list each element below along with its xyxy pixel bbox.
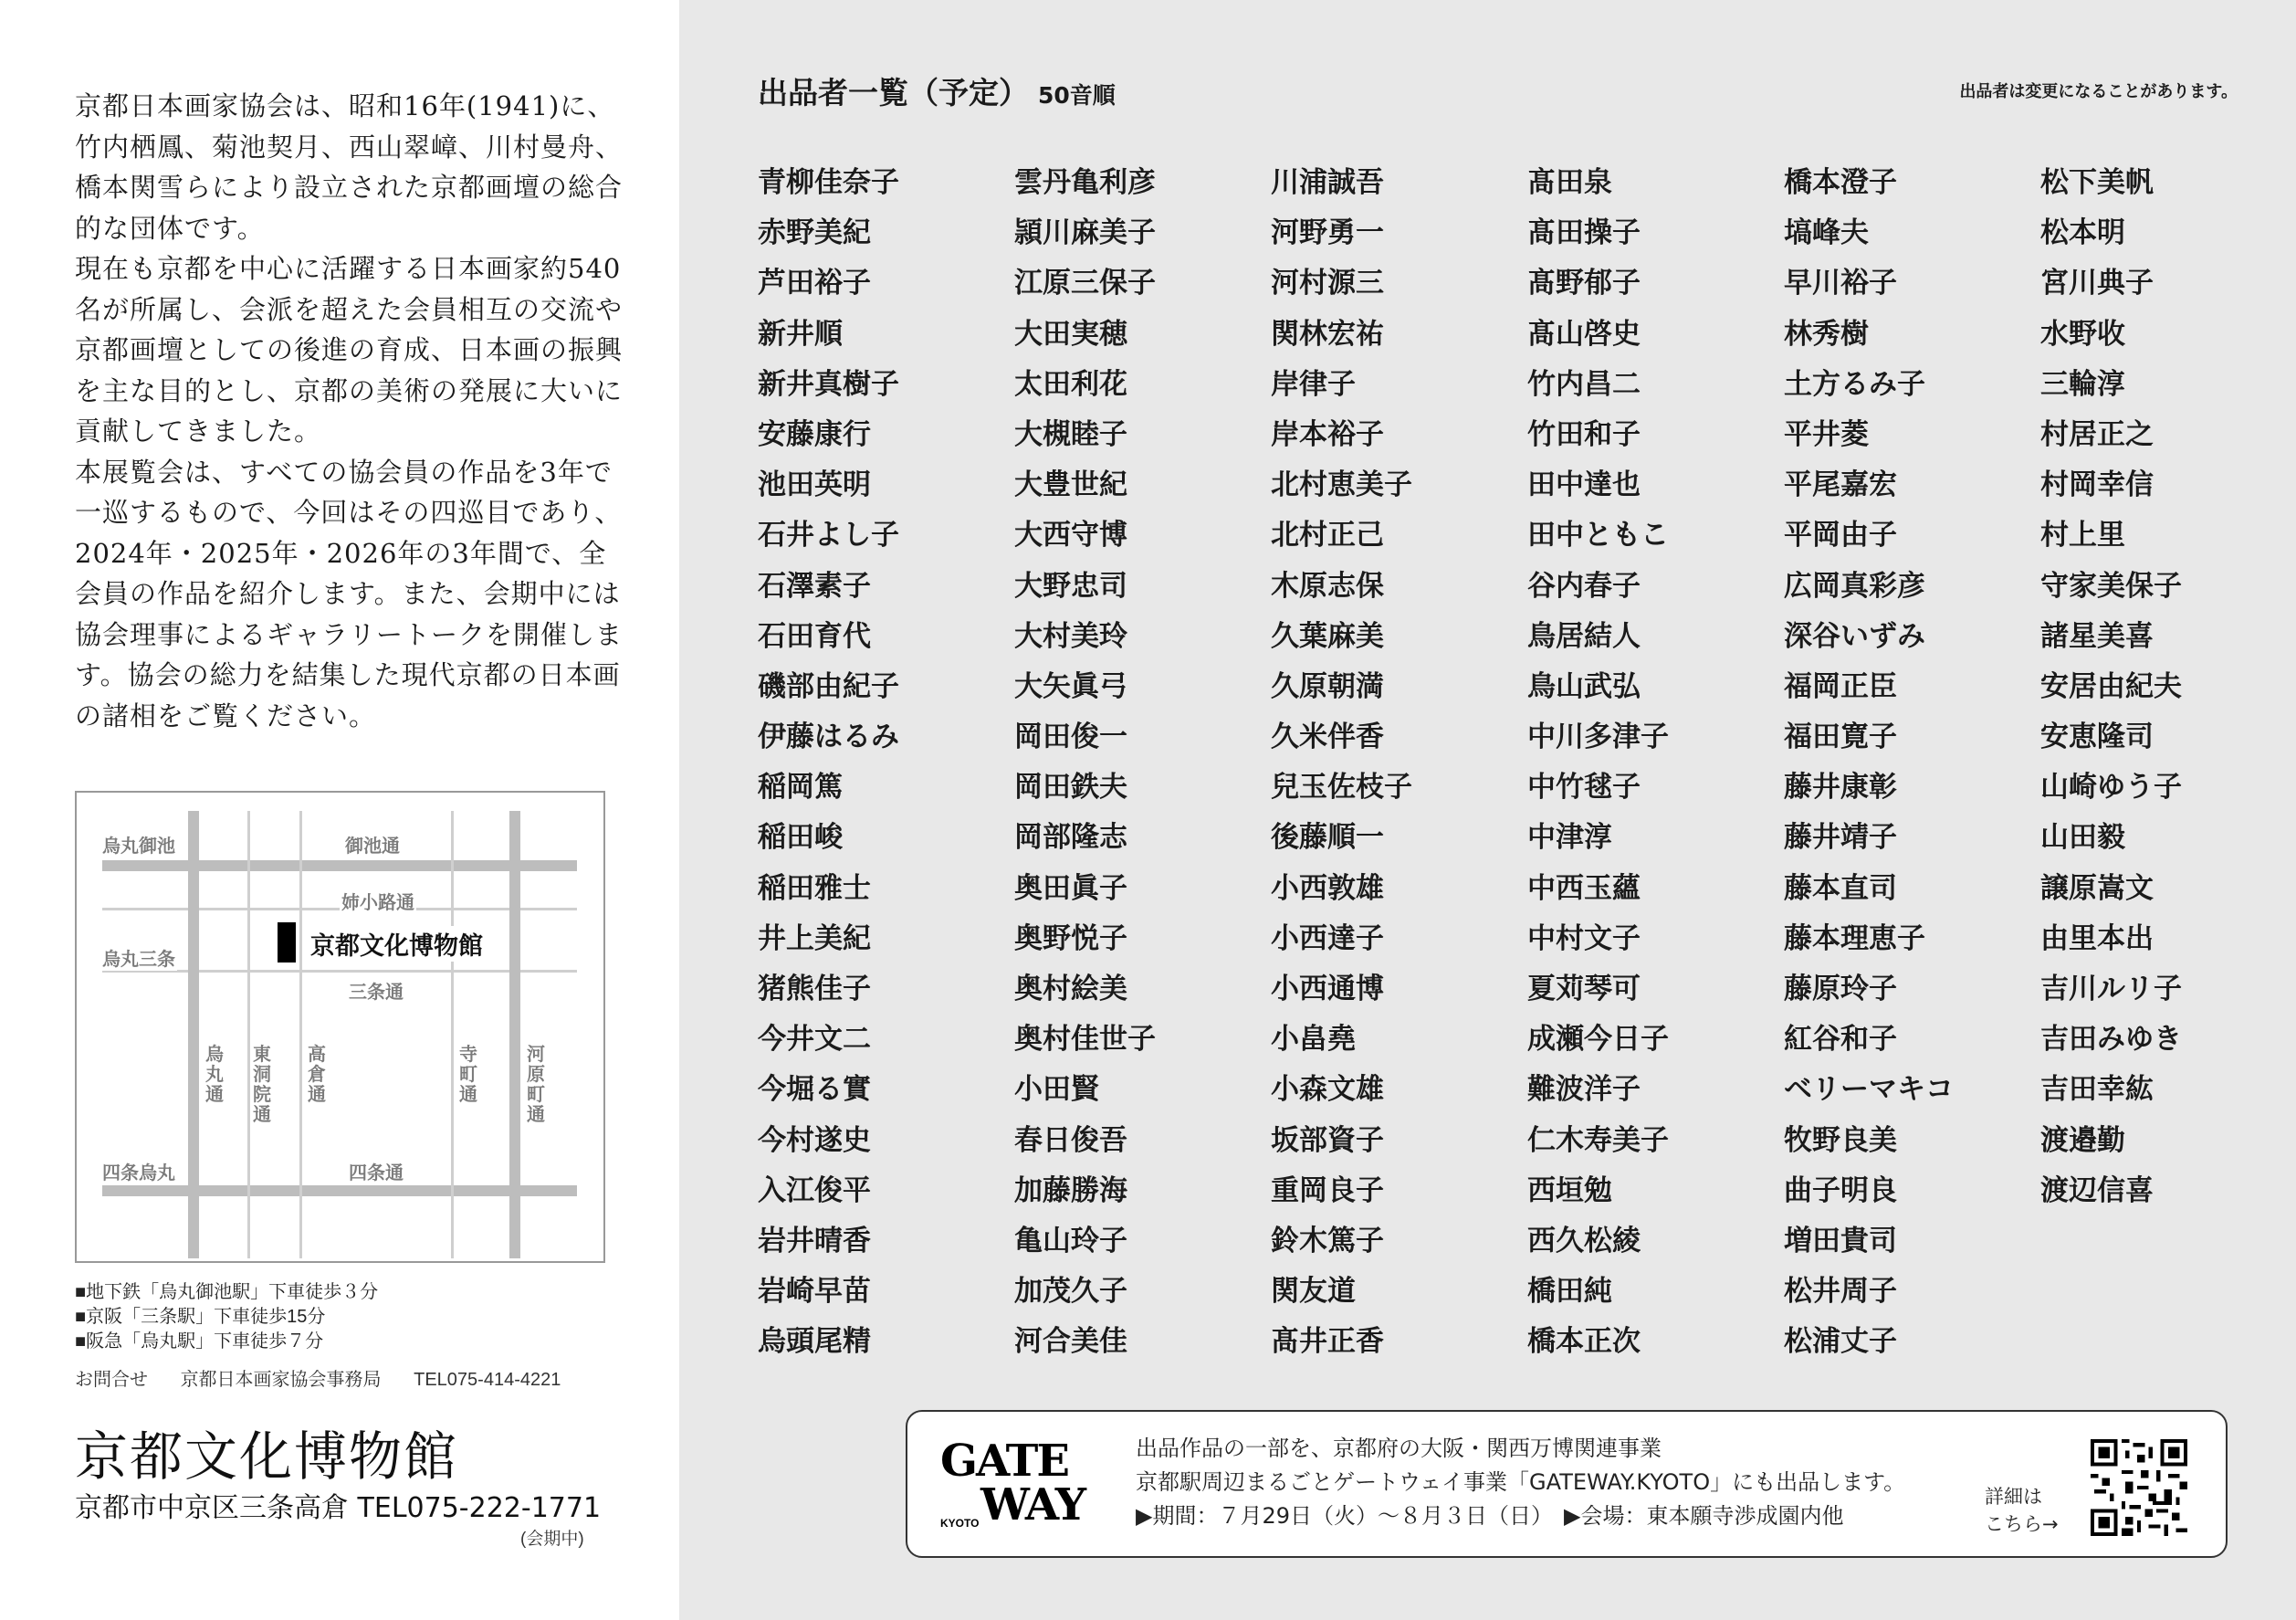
road-karasuma bbox=[188, 811, 199, 1258]
exhibitor-name: 岸本裕子 bbox=[1271, 417, 1384, 451]
exhibitor-name: 平尾嘉宏 bbox=[1784, 468, 1897, 502]
exhibitor-column bbox=[1784, 163, 2040, 1373]
exhibitor-name: 芦田裕子 bbox=[758, 267, 871, 300]
road-higashinotoin bbox=[247, 811, 250, 1258]
exhibitor-name: 髙野郁子 bbox=[1527, 267, 1641, 300]
exhibitor-name: 渡邉勤 bbox=[2040, 1123, 2125, 1157]
exhibitor-name: 稲田峻 bbox=[758, 821, 843, 855]
exhibitor-name: 仁木寿美子 bbox=[1527, 1123, 1669, 1157]
exhibitor-name: 西垣勉 bbox=[1527, 1173, 1612, 1207]
museum-marker bbox=[278, 922, 296, 963]
list-note: 出品者は変更になることがあります。 bbox=[1959, 82, 2238, 101]
exhibitor-name: 猪熊佳子 bbox=[758, 973, 871, 1005]
exhibitor-name: 竹内昌二 bbox=[1527, 367, 1641, 401]
exhibitor-name: 曲子明良 bbox=[1784, 1173, 1897, 1207]
exhibitor-name: 今堀る實 bbox=[758, 1073, 871, 1107]
exhibitor-name: 藤井靖子 bbox=[1784, 821, 1897, 855]
road-kawaramachi bbox=[509, 811, 520, 1258]
exhibitor-name: 橋田純 bbox=[1527, 1275, 1612, 1309]
exhibitor-name: 後藤順一 bbox=[1271, 821, 1384, 855]
exhibitor-column bbox=[758, 163, 1014, 1373]
exhibitor-name: 今井文二 bbox=[758, 1023, 871, 1057]
exhibitor-name: 谷内春子 bbox=[1527, 569, 1641, 603]
exhibitor-name: 今村遂史 bbox=[758, 1123, 871, 1157]
exhibitor-name: 新井真樹子 bbox=[758, 367, 899, 401]
exhibitor-name: 岡田俊一 bbox=[1014, 721, 1127, 754]
exhibitor-name: 河野勇一 bbox=[1271, 216, 1384, 250]
qr-code-icon[interactable] bbox=[2091, 1439, 2187, 1536]
contact-tel: TEL075-414-4221 bbox=[414, 1370, 561, 1390]
access-subway: ■ 地下鉄「烏丸御池駅」下車徒歩３分 bbox=[75, 1280, 378, 1305]
exhibitor-name: 烏頭尾精 bbox=[758, 1325, 871, 1359]
exhibitor-name: 赤野美紀 bbox=[758, 216, 871, 250]
exhibitor-name: 大豊世紀 bbox=[1014, 468, 1127, 502]
label-karasuma-sanjo: 烏丸三条 bbox=[100, 944, 177, 971]
exhibitor-name: 新井順 bbox=[758, 317, 843, 351]
exhibitor-name: 小西達子 bbox=[1271, 921, 1384, 955]
intro-paragraph-1: 京都日本画家協会は、昭和16年(1941)に、竹内栖鳳、菊池契月、西山翠嶂、川村曼舟、橋本関雪らにより設立された京都画壇の総合的な団体です。 bbox=[75, 90, 624, 244]
exhibitor-name: 宮川典子 bbox=[2040, 267, 2154, 300]
exhibitor-name: 吉川ルリ子 bbox=[2040, 973, 2182, 1005]
exhibitor-name: 中西玉蘊 bbox=[1527, 871, 1641, 905]
exhibitor-name: 岩井晴香 bbox=[758, 1224, 871, 1257]
exhibitor-name: 深谷いずみ bbox=[1784, 619, 1925, 653]
access-hankyu: ■ 阪急「烏丸駅」下車徒歩７分 bbox=[75, 1330, 378, 1354]
exhibitor-name: 川浦誠吾 bbox=[1271, 166, 1384, 199]
exhibitor-name: 太田利花 bbox=[1014, 367, 1127, 401]
exhibitor-name: 平井菱 bbox=[1784, 417, 1869, 451]
gateway-logo bbox=[940, 1436, 1105, 1531]
contact-info bbox=[75, 1364, 588, 1391]
exhibitor-name: 坂部資子 bbox=[1271, 1123, 1384, 1157]
exhibitor-name: 井上美紀 bbox=[758, 921, 871, 955]
gateway-line-1: 出品作品の一部を、京都府の大阪・関西万博関連事業 bbox=[1136, 1436, 1662, 1461]
exhibitor-name: 藤本直司 bbox=[1784, 871, 1897, 905]
exhibitor-name: 小畠堯 bbox=[1271, 1023, 1356, 1057]
exhibitor-name: 増田貴司 bbox=[1784, 1224, 1897, 1257]
exhibitor-name: 塙峰夫 bbox=[1784, 216, 1869, 250]
exhibitor-name: 藤井康彰 bbox=[1784, 771, 1897, 805]
gateway-more-line-2: こちら→ bbox=[1985, 1513, 2059, 1535]
exhibitor-name: 久原朝満 bbox=[1271, 669, 1384, 703]
exhibitor-name: 久葉麻美 bbox=[1271, 619, 1384, 653]
exhibitor-name: 鳥山武弘 bbox=[1527, 669, 1641, 703]
exhibitor-name: 吉田みゆき bbox=[2040, 1023, 2182, 1057]
exhibitor-column bbox=[1527, 163, 1784, 1373]
exhibitor-name: 大田実穂 bbox=[1014, 317, 1127, 351]
exhibitor-name: 関林宏祐 bbox=[1271, 317, 1384, 351]
exhibitor-name: 由里本出 bbox=[2040, 921, 2154, 955]
exhibitor-name: 大矢眞弓 bbox=[1014, 669, 1127, 703]
exhibitor-column bbox=[1014, 163, 1271, 1373]
exhibitor-name: 林秀樹 bbox=[1784, 317, 1869, 351]
exhibitor-name: 夏苅琴可 bbox=[1527, 973, 1641, 1005]
exhibitor-name: 守家美保子 bbox=[2040, 569, 2182, 603]
exhibitor-name: 池田英明 bbox=[758, 468, 871, 502]
exhibitor-column bbox=[1271, 163, 1527, 1373]
gateway-logo-bottom: WAY bbox=[980, 1479, 1085, 1531]
exhibitor-name: 中村文子 bbox=[1527, 921, 1641, 955]
label-higashinotoin-dori: 東洞院通 bbox=[253, 1045, 271, 1125]
road-shijo bbox=[102, 1185, 577, 1196]
exhibitor-name: 稲田雅士 bbox=[758, 871, 871, 905]
exhibitor-name: 亀山玲子 bbox=[1014, 1224, 1127, 1257]
exhibitor-name: 稲岡篤 bbox=[758, 771, 843, 805]
exhibitor-name: 大西守博 bbox=[1014, 519, 1127, 552]
exhibitor-column bbox=[2040, 163, 2296, 1373]
exhibitor-list bbox=[758, 163, 2296, 1373]
exhibitor-name: 髙井正香 bbox=[1271, 1325, 1384, 1359]
exhibitor-name: 早川裕子 bbox=[1784, 267, 1897, 300]
label-karasuma-dori: 烏丸通 bbox=[205, 1045, 224, 1105]
exhibitor-name: 中津淳 bbox=[1527, 821, 1612, 855]
exhibitor-name: 岩崎早苗 bbox=[758, 1275, 871, 1309]
exhibitor-name: 小西通博 bbox=[1271, 973, 1384, 1005]
exhibitor-name: 成瀬今日子 bbox=[1527, 1023, 1669, 1057]
venue-note: (会期中) bbox=[520, 1530, 584, 1549]
gateway-box bbox=[906, 1410, 2228, 1558]
gateway-text bbox=[1136, 1432, 1905, 1533]
exhibitor-name: 奥野悦子 bbox=[1014, 921, 1127, 955]
road-takakura bbox=[299, 811, 302, 1258]
exhibitor-name: 岡部隆志 bbox=[1014, 821, 1127, 855]
exhibitor-name: 安居由紀夫 bbox=[2040, 669, 2182, 703]
exhibitor-name: 渡辺信喜 bbox=[2040, 1173, 2154, 1207]
exhibitor-name: 小森文雄 bbox=[1271, 1073, 1384, 1107]
venue-name: 京都文化博物館 bbox=[75, 1425, 459, 1488]
exhibitor-name: 諸星美喜 bbox=[2040, 619, 2154, 653]
exhibitor-name: ベリーマキコ bbox=[1784, 1073, 1954, 1107]
exhibitor-name: 福田寛子 bbox=[1784, 721, 1897, 754]
exhibitor-name: 河村源三 bbox=[1271, 267, 1384, 300]
venue-address: 京都市中京区三条高倉 TEL075-222-1771 bbox=[75, 1492, 602, 1524]
contact-office: 京都日本画家協会事務局 bbox=[180, 1370, 382, 1390]
exhibitor-name: 鈴木篤子 bbox=[1271, 1224, 1384, 1257]
exhibitor-name: 髙山啓史 bbox=[1527, 317, 1641, 351]
exhibitor-name: 岸律子 bbox=[1271, 367, 1356, 401]
exhibitor-name: 吉田幸紘 bbox=[2040, 1073, 2154, 1107]
left-panel bbox=[0, 0, 679, 1620]
exhibitor-name: 中竹毬子 bbox=[1527, 771, 1641, 805]
exhibitor-name: 雲丹亀利彦 bbox=[1014, 166, 1156, 199]
exhibitor-name: 藤原玲子 bbox=[1784, 973, 1897, 1005]
exhibitor-name: 江原三保子 bbox=[1014, 267, 1156, 300]
exhibitor-name: 髙田泉 bbox=[1527, 166, 1612, 199]
exhibitor-name: 橋本澄子 bbox=[1784, 166, 1897, 199]
exhibitor-name: 譲原嵩文 bbox=[2040, 871, 2154, 905]
gateway-more-line-1: 詳細は bbox=[1985, 1486, 2042, 1508]
exhibitor-name: 福岡正臣 bbox=[1784, 669, 1897, 703]
gateway-line-2: 京都駅周辺まるごとゲートウェイ事業「GATEWAY.KYOTO」にも出品します。 bbox=[1136, 1469, 1906, 1495]
exhibitor-name: 石澤素子 bbox=[758, 569, 871, 603]
exhibitor-name: 松井周子 bbox=[1784, 1275, 1897, 1309]
exhibitor-name: 北村恵美子 bbox=[1271, 468, 1412, 502]
intro-paragraph-2: 現在も京都を中心に活躍する日本画家約540名が所属し、会派を超えた会員相互の交流や京都画壇としての後進の育成、日本画の振興を主な目的とし、京都の美術の発展に大いに貢献してきました。 bbox=[75, 253, 624, 447]
intro-text bbox=[75, 86, 623, 736]
exhibitor-name: 石田育代 bbox=[758, 619, 871, 653]
road-oike bbox=[102, 860, 577, 871]
gateway-logo-top: GATE bbox=[940, 1436, 1068, 1487]
label-aneyakoji-dori: 姉小路通 bbox=[340, 888, 416, 914]
exhibitor-name: 紅谷和子 bbox=[1784, 1023, 1897, 1057]
exhibitor-name: 橋本正次 bbox=[1527, 1325, 1641, 1359]
exhibitor-name: 小田賢 bbox=[1014, 1073, 1099, 1107]
label-karasuma-oike: 烏丸御池 bbox=[100, 831, 177, 857]
gateway-more-link[interactable] bbox=[1985, 1483, 2059, 1538]
exhibitor-name: 北村正己 bbox=[1271, 519, 1384, 552]
exhibitor-name: 中川多津子 bbox=[1527, 721, 1669, 754]
exhibitor-name: 村居正之 bbox=[2040, 417, 2154, 451]
exhibitor-name: 岡田鉄夫 bbox=[1014, 771, 1127, 805]
exhibitor-name: 松本明 bbox=[2040, 216, 2125, 250]
exhibitor-name: 安藤康行 bbox=[758, 417, 871, 451]
exhibitor-name: 小西敦雄 bbox=[1271, 871, 1384, 905]
exhibitor-name: 鳥居結人 bbox=[1527, 619, 1641, 653]
label-teramachi-dori: 寺町通 bbox=[459, 1045, 477, 1105]
exhibitor-name: 西久松綾 bbox=[1527, 1224, 1641, 1257]
exhibitor-name: 重岡良子 bbox=[1271, 1173, 1384, 1207]
exhibitor-name: 山田毅 bbox=[2040, 821, 2125, 855]
label-oike-dori: 御池通 bbox=[343, 831, 402, 857]
exhibitor-name: 難波洋子 bbox=[1527, 1073, 1641, 1107]
exhibitor-name: 大村美玲 bbox=[1014, 619, 1127, 653]
label-shijo-dori: 四条通 bbox=[347, 1158, 405, 1184]
exhibitor-name: 木原志保 bbox=[1271, 569, 1384, 603]
exhibitor-name: 松下美帆 bbox=[2040, 166, 2154, 199]
exhibitor-name: 村上里 bbox=[2040, 519, 2125, 552]
access-keihan: ■ 京阪「三条駅」下車徒歩15分 bbox=[75, 1305, 378, 1330]
label-kawaramachi-dori: 河原町通 bbox=[527, 1045, 545, 1125]
gateway-line-3: ▶期間：７月29日（火）～８月３日（日） ▶会場：東本願寺渉成園内他 bbox=[1136, 1503, 1844, 1529]
exhibitor-name: 安恵隆司 bbox=[2040, 721, 2154, 754]
gateway-logo-small: KYOTO bbox=[940, 1517, 980, 1530]
access-info bbox=[75, 1280, 378, 1354]
exhibitor-name: 三輪淳 bbox=[2040, 367, 2125, 401]
list-title bbox=[758, 69, 1116, 112]
exhibitor-name: 奥村絵美 bbox=[1014, 973, 1127, 1005]
exhibitor-name: 水野收 bbox=[2040, 317, 2125, 351]
exhibitor-name: 土方るみ子 bbox=[1784, 367, 1925, 401]
exhibitor-name: 河合美佳 bbox=[1014, 1325, 1127, 1359]
exhibitor-name: 奥田眞子 bbox=[1014, 871, 1127, 905]
exhibitor-name: 奥村佳世子 bbox=[1014, 1023, 1156, 1057]
exhibitor-name: 広岡真彩彦 bbox=[1784, 569, 1925, 603]
museum-label: 京都文化博物館 bbox=[307, 926, 487, 962]
list-title-sub: 50音順 bbox=[1038, 82, 1116, 109]
exhibitor-name: 伊藤はるみ bbox=[758, 721, 899, 754]
exhibitor-name: 兒玉佐枝子 bbox=[1271, 771, 1412, 805]
exhibitor-name: 春日俊吾 bbox=[1014, 1123, 1127, 1157]
exhibitor-name: 大槻睦子 bbox=[1014, 417, 1127, 451]
exhibitor-name: 青柳佳奈子 bbox=[758, 166, 899, 199]
exhibitor-name: 竹田和子 bbox=[1527, 417, 1641, 451]
exhibitor-name: 藤本理恵子 bbox=[1784, 921, 1925, 955]
exhibitor-name: 関友道 bbox=[1271, 1275, 1356, 1309]
exhibitor-name: 入江俊平 bbox=[758, 1173, 871, 1207]
label-takakura-dori: 高倉通 bbox=[308, 1045, 326, 1105]
exhibitor-name: 加藤勝海 bbox=[1014, 1173, 1127, 1207]
exhibitor-name: 山崎ゆう子 bbox=[2040, 771, 2182, 805]
access-map bbox=[75, 791, 605, 1263]
exhibitor-name: 頴川麻美子 bbox=[1014, 216, 1156, 250]
exhibitor-name: 髙田操子 bbox=[1527, 216, 1641, 250]
exhibitor-name: 磯部由紀子 bbox=[758, 669, 899, 703]
exhibitor-name: 平岡由子 bbox=[1784, 519, 1897, 552]
exhibitor-name: 村岡幸信 bbox=[2040, 468, 2154, 502]
label-sanjo-dori: 三条通 bbox=[347, 977, 405, 1004]
exhibitor-name: 松浦丈子 bbox=[1784, 1325, 1897, 1359]
exhibitor-name: 久米伴香 bbox=[1271, 721, 1384, 754]
exhibitor-name: 田中ともこ bbox=[1527, 519, 1669, 552]
exhibitor-name: 牧野良美 bbox=[1784, 1123, 1897, 1157]
label-shijo-karasuma: 四条烏丸 bbox=[100, 1158, 177, 1184]
contact-label: お問合せ bbox=[75, 1370, 148, 1390]
exhibitor-name: 加茂久子 bbox=[1014, 1275, 1127, 1309]
list-title-main: 出品者一覧（予定） bbox=[758, 75, 1029, 110]
intro-paragraph-3: 本展覧会は、すべての協会員の作品を3年で一巡するもので、今回はその四巡目であり、2024年・2025年・2026年の3年間で、全会員の作品を紹介します。また、会期中には協会理事によるギャラリートークを開催します。協会の総力を結集した現代京都の日本画の諸相をご覧ください。 bbox=[75, 456, 624, 731]
exhibitor-name: 石井よし子 bbox=[758, 519, 899, 552]
road-teramachi bbox=[451, 811, 454, 1258]
exhibitor-name: 田中達也 bbox=[1527, 468, 1641, 502]
exhibitor-name: 大野忠司 bbox=[1014, 569, 1127, 603]
